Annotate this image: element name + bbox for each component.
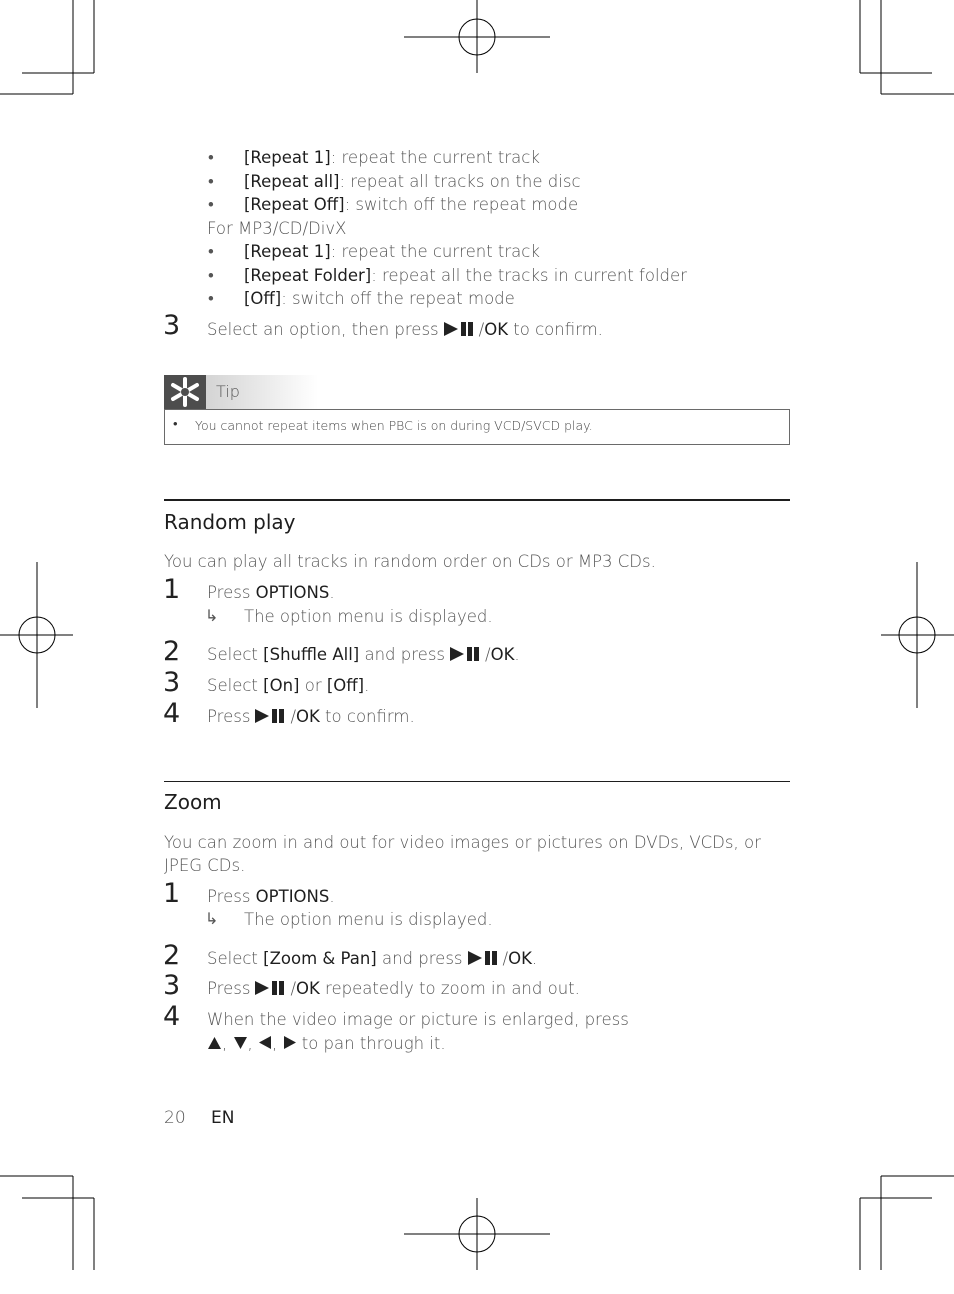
step-pre: Select an option, then press bbox=[207, 320, 439, 339]
option-key: [On] bbox=[263, 676, 300, 695]
slash: / bbox=[290, 707, 296, 726]
step-text bbox=[207, 319, 603, 341]
option-key: [Repeat 1] bbox=[244, 148, 331, 167]
arrow-down-icon bbox=[233, 1036, 248, 1050]
bullet: • bbox=[208, 289, 214, 308]
options-key: OPTIONS bbox=[255, 583, 330, 602]
option-desc: : switch off the repeat mode bbox=[281, 289, 515, 308]
step-result: The option menu is displayed. bbox=[244, 607, 493, 626]
option-key: [Zoom & Pan] bbox=[263, 949, 377, 968]
step-text bbox=[207, 582, 335, 604]
step-text bbox=[207, 886, 335, 908]
step-number: 2 bbox=[163, 940, 181, 971]
bullet: • bbox=[208, 195, 214, 214]
slash: / bbox=[478, 320, 485, 339]
bullet: • bbox=[208, 242, 214, 261]
slash: / bbox=[502, 949, 509, 968]
step-post: to pan through it. bbox=[296, 1034, 446, 1053]
step-number: 1 bbox=[163, 878, 181, 909]
arrow-left-icon bbox=[258, 1035, 272, 1050]
option-desc: : repeat all the tracks in current folder bbox=[371, 266, 687, 285]
step-text bbox=[207, 675, 369, 697]
step-post: . bbox=[514, 645, 520, 664]
play-pause-icon bbox=[444, 321, 479, 337]
step-pre: Select bbox=[207, 645, 264, 664]
arrow-right-icon bbox=[283, 1035, 297, 1050]
step-mid: or bbox=[299, 676, 327, 695]
tip-label: Tip bbox=[216, 382, 240, 401]
option-key: [Repeat all] bbox=[244, 172, 340, 191]
step-result: The option menu is displayed. bbox=[244, 910, 493, 929]
option-desc: : repeat the current track bbox=[330, 242, 540, 261]
option-key: [Repeat Folder] bbox=[244, 266, 372, 285]
option-key: [Repeat Off] bbox=[244, 195, 345, 214]
step-number: 2 bbox=[163, 636, 181, 667]
step-mid: and press bbox=[359, 645, 446, 664]
option-desc: : repeat all tracks on the disc bbox=[339, 172, 581, 191]
bullet: • bbox=[208, 266, 214, 285]
tip-badge bbox=[164, 375, 206, 409]
options-key: OPTIONS bbox=[255, 887, 330, 906]
step-number: 3 bbox=[163, 310, 181, 341]
slash: / bbox=[485, 645, 491, 664]
step-post: repeatedly to zoom in and out. bbox=[319, 979, 580, 998]
comma: , bbox=[272, 1034, 278, 1053]
ok-key: OK bbox=[296, 979, 320, 998]
option-key: [Repeat 1] bbox=[244, 242, 331, 261]
tip-bullet: • bbox=[173, 417, 178, 432]
step-pre: Select bbox=[207, 949, 264, 968]
play-pause-icon bbox=[255, 980, 290, 996]
step-pre: Press bbox=[207, 887, 256, 906]
arrow-up-icon bbox=[207, 1036, 222, 1050]
ok-key: OK bbox=[490, 645, 515, 664]
step-post: . bbox=[364, 676, 370, 695]
step-text bbox=[207, 644, 520, 666]
step-pre: Select bbox=[207, 676, 264, 695]
section-heading-random-play: Random play bbox=[164, 510, 296, 534]
option-key: [Off] bbox=[326, 676, 365, 695]
mp3-label: For MP3/CD/DivX bbox=[207, 219, 347, 238]
step-pre: Press bbox=[207, 707, 251, 726]
asterisk-icon bbox=[164, 375, 206, 409]
result-arrow-icon: ↳ bbox=[205, 606, 219, 625]
step-mid: and press bbox=[376, 949, 463, 968]
comma: , bbox=[222, 1034, 228, 1053]
option-key: [Shuffle All] bbox=[263, 645, 360, 664]
bullet: • bbox=[208, 172, 214, 191]
step-number: 4 bbox=[163, 1001, 181, 1032]
step-post: to confirm. bbox=[508, 320, 603, 339]
step-post: . bbox=[329, 583, 335, 602]
play-pause-icon bbox=[468, 950, 503, 966]
step-text-line2 bbox=[207, 1033, 446, 1055]
step-pre: Press bbox=[207, 979, 251, 998]
step-post: . bbox=[329, 887, 335, 906]
slash: / bbox=[290, 979, 296, 998]
language-code: EN bbox=[211, 1108, 235, 1128]
option-desc: : switch off the repeat mode bbox=[344, 195, 579, 214]
section-rule bbox=[164, 499, 790, 501]
tip-text: You cannot repeat items when PBC is on during VCD/SVCD play. bbox=[195, 418, 593, 433]
step-post: to confirm. bbox=[319, 707, 415, 726]
step-text bbox=[207, 978, 580, 1000]
ok-key: OK bbox=[508, 949, 532, 968]
step-number: 3 bbox=[163, 667, 181, 698]
bullet: • bbox=[208, 148, 214, 167]
play-pause-icon bbox=[255, 708, 290, 724]
step-pre: Press bbox=[207, 583, 256, 602]
random-intro: You can play all tracks in random order on CDs or MP3 CDs. bbox=[164, 552, 656, 571]
step-text bbox=[207, 706, 415, 728]
section-rule bbox=[164, 781, 790, 782]
result-arrow-icon: ↳ bbox=[205, 909, 219, 928]
zoom-intro: You can zoom in and out for video images or pictures on DVDs, VCDs, or JPEG CDs. bbox=[164, 833, 761, 875]
section-heading-zoom: Zoom bbox=[164, 790, 222, 814]
step-post: . bbox=[531, 949, 538, 968]
ok-key: OK bbox=[296, 707, 320, 726]
step-number: 3 bbox=[163, 970, 181, 1001]
step-number: 1 bbox=[163, 574, 181, 605]
step-text: When the video image or picture is enlarged, press bbox=[207, 1010, 629, 1029]
play-pause-icon bbox=[450, 646, 485, 662]
ok-key: OK bbox=[484, 320, 509, 339]
comma: , bbox=[247, 1034, 253, 1053]
option-desc: : repeat the current track bbox=[330, 148, 540, 167]
step-text bbox=[207, 948, 537, 970]
page-number: 20 bbox=[164, 1108, 186, 1128]
step-number: 4 bbox=[163, 698, 181, 729]
option-key: [Off] bbox=[244, 289, 282, 308]
